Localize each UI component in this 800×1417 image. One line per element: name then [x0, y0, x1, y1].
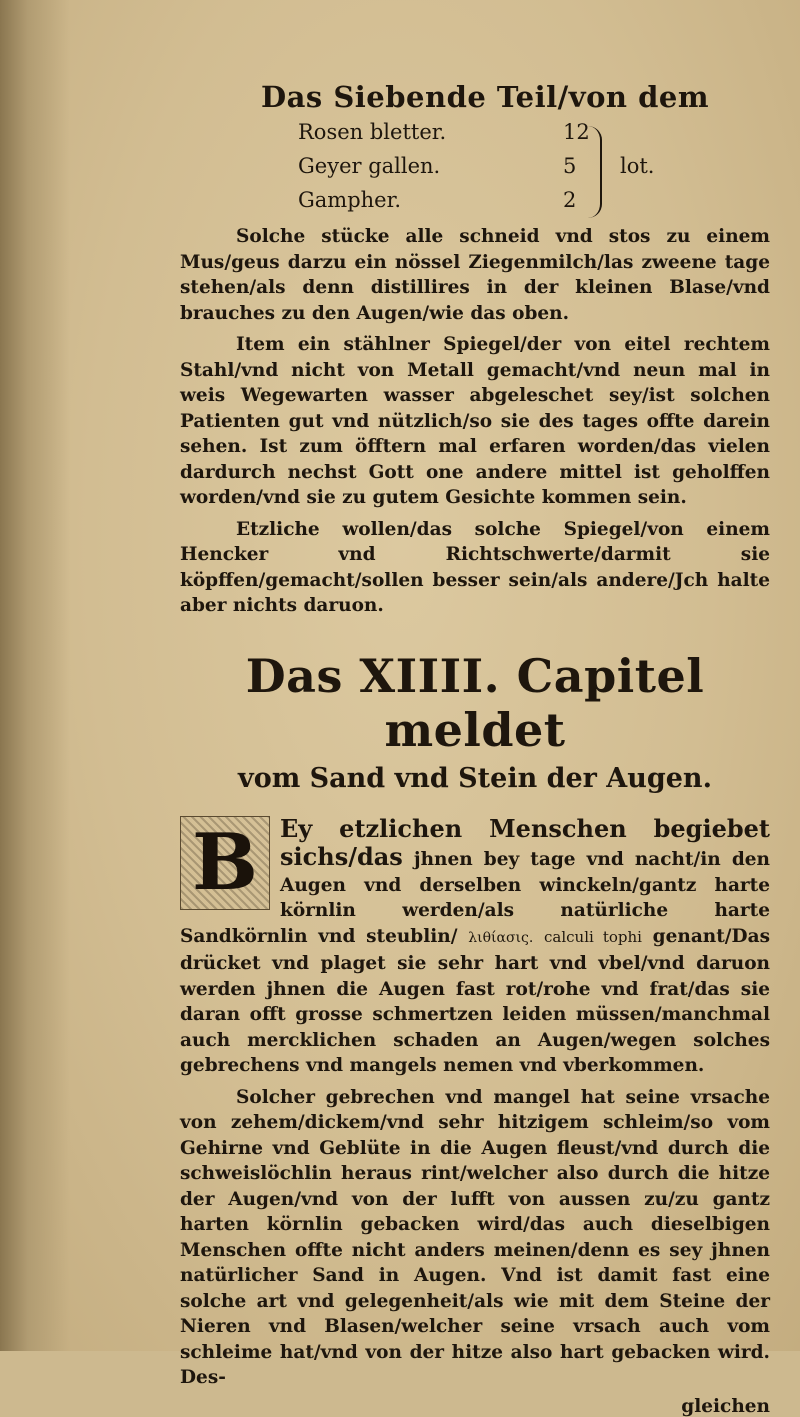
- paragraph: Solche stücke alle schneid vnd stos zu einem Mus/geus darzu ein nössel Ziegenmilch/las zweene tage stehen/als denn distillires in der kleinen Blase/vnd brauches zu den Augen/wie das oben.: [180, 226, 770, 324]
- ingredient-qty: 2: [563, 188, 577, 212]
- ingredient-name: Gampher.: [298, 188, 402, 212]
- chapter-body: [180, 813, 770, 1417]
- initial-letter: B: [192, 816, 258, 908]
- chapter-subtitle: vom Sand vnd Stein der Augen.: [238, 762, 712, 794]
- ingredient-list: [298, 118, 738, 224]
- brace-bracket: [588, 126, 602, 218]
- ingredient-row: [298, 118, 598, 152]
- paragraph: Etzliche wollen/das solche Spiegel/von einem Hencker vnd Richtschwerte/darmit sie köpffen/gemacht/sollen besser sein/als andere/Jch halte aber nichts daruon.: [180, 518, 770, 616]
- chapter-title: Das XIIII. Capitel meldet: [245, 648, 705, 757]
- page-gutter-shadow: [0, 0, 70, 1351]
- first-line: Ey etzlichen Menschen begiebet sichs/das: [280, 813, 770, 871]
- ingredient-unit: lot.: [620, 154, 655, 178]
- paragraph-text: jhnen bey tage vnd nacht/in den Augen vnd derselben winckeln/gantz harte körnlin werden/als natürliche harte Sandkörnlin vnd steublin/: [180, 849, 770, 947]
- text-column: [180, 80, 770, 1417]
- ingredient-qty: 12: [563, 120, 590, 144]
- chapter-paragraph: Solcher gebrechen vnd mangel hat seine vrsache von zehem/dickem/vnd sehr hitzigem schleim/so vom Gehirne vnd Geblüte in die Augen fleust/vnd durch die schweislöchlin heraus rint/welcher also durch die hitze der Augen/vnd von der lufft von aussen zu/zu gantz harten körnlin gebacken wird/das auch dieselbigen Menschen offte nicht anders meinen/denn es sey jhnen natürlicher Sand in Augen. Vnd ist damit fast eine solche art vnd gelegenheit/als wie mit dem Steine der Nieren vnd Blasen/welcher seine vrsach auch vom schleime hat/vnd von der hitze also hart gebacken wird. Des-: [180, 1086, 770, 1388]
- latin-term: calculi tophi: [544, 927, 642, 946]
- paragraph: Item ein stählner Spiegel/der von eitel rechtem Stahl/vnd nicht von Metall gemacht/vnd neun mal in weis Wegewarten wasser abgeleschet sey/ist solchen Patienten gut vnd nützlich/so sie des tages offte darein sehen. Ist zum öfftern mal erfaren worden/das vielen dardurch nechst Gott one andere mittel ist geholffen worden/vnd sie zu gutem Gesichte kommen sein.: [180, 334, 770, 508]
- running-head: Das Siebende Teil/von dem: [260, 80, 710, 114]
- paragraph-text: genant/Das drücket vnd plaget sie sehr hart vnd vbel/vnd daruon werden jhnen die Augen fast rot/rohe vnd frat/das sie daran offt grosse schmertzen leiden müssen/manchmal auch mercklichen schaden an Augen/wegen solches gebrechens vnd mangels nemen vnd vberkommen.: [180, 925, 770, 1076]
- ingredient-row: [298, 152, 598, 186]
- ingredient-name: Rosen bletter.: [298, 120, 447, 144]
- ingredient-name: Geyer gallen.: [298, 154, 441, 178]
- decorated-initial: [180, 816, 270, 910]
- ingredient-row: [298, 186, 598, 220]
- ingredient-qty: 5: [563, 154, 577, 178]
- catchword: gleichen: [681, 1395, 770, 1417]
- greek-term: λιθίασις.: [468, 929, 534, 946]
